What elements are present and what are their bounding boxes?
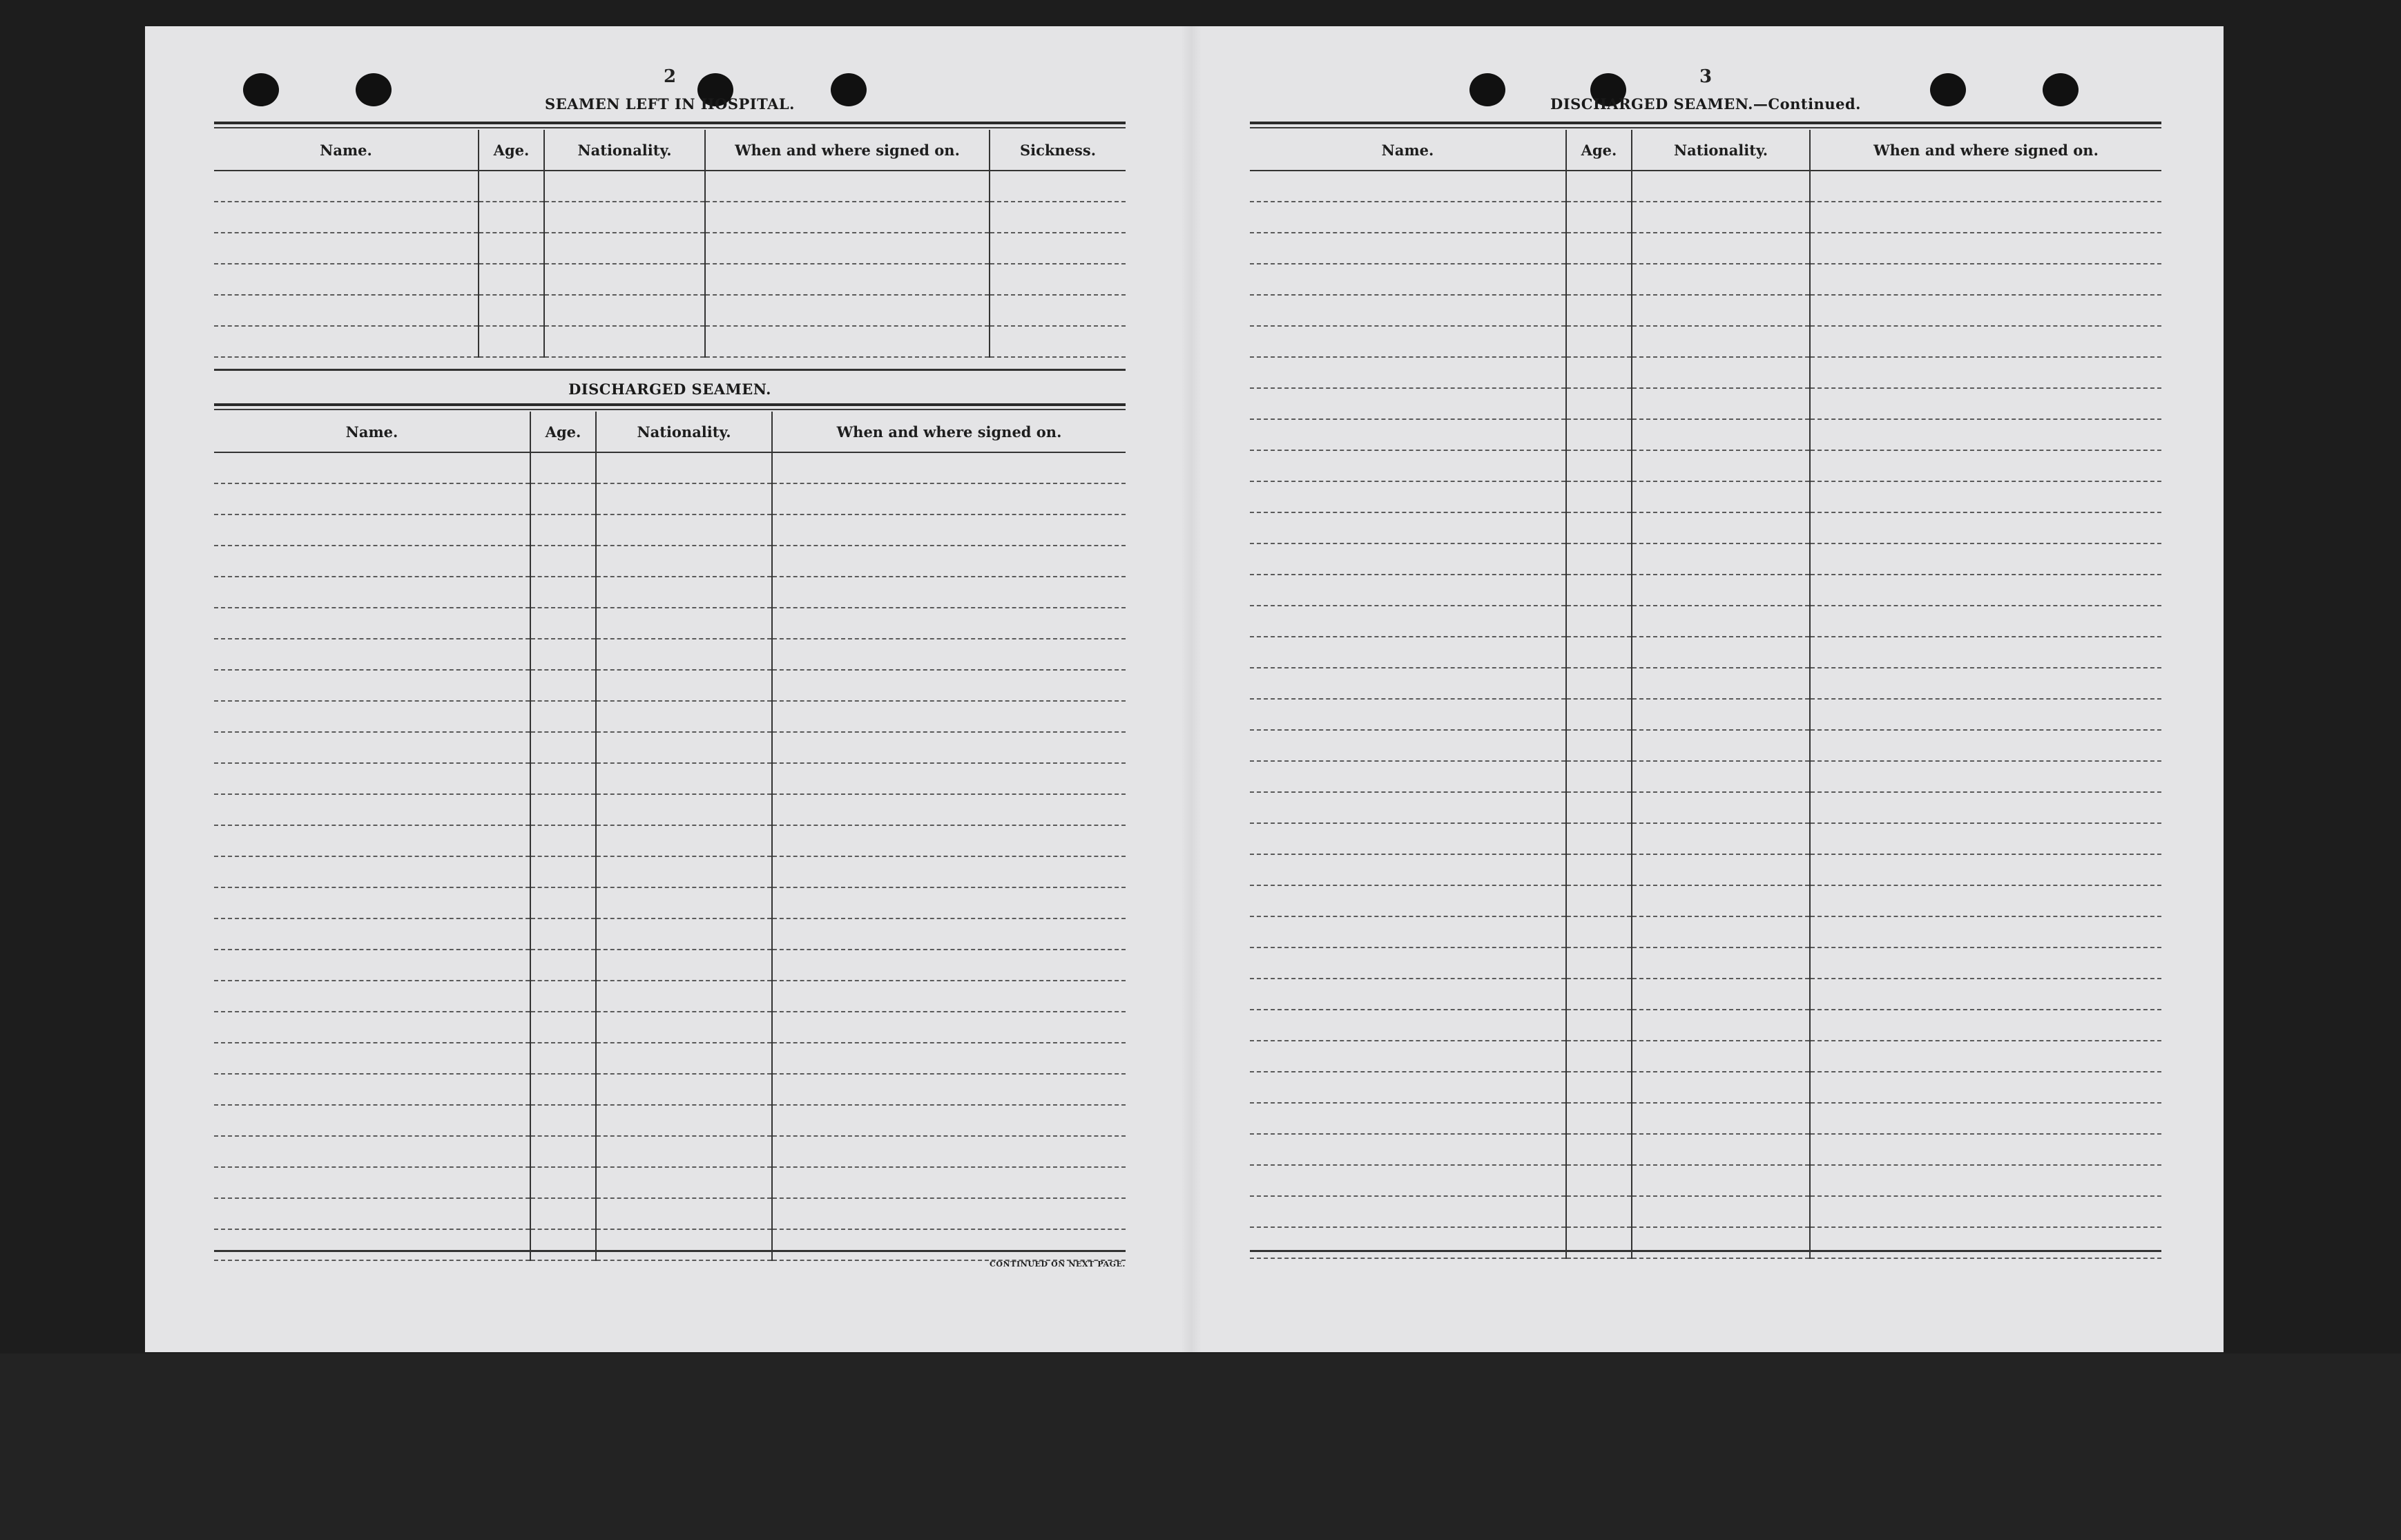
rule <box>214 409 1126 410</box>
table-row <box>214 171 1126 202</box>
column-header-age: Age. <box>1566 130 1632 171</box>
table-row <box>1250 854 2161 885</box>
table-row <box>214 639 1126 670</box>
rule <box>1250 122 2161 124</box>
table-row <box>1250 1041 2161 1072</box>
table-row <box>1250 171 2161 202</box>
table-row <box>1250 699 2161 730</box>
column-header-sickness: Sickness. <box>990 130 1126 171</box>
column-header-name: Name. <box>1250 130 1566 171</box>
hospital-section-title: SEAMEN LEFT IN HOSPITAL. <box>545 95 795 113</box>
column-header-signed-on: When and where signed on. <box>1810 130 2161 171</box>
table-row <box>1250 1103 2161 1134</box>
table-row <box>214 1229 1126 1260</box>
table-row <box>214 670 1126 701</box>
table-row <box>214 732 1126 763</box>
table-row <box>214 1105 1126 1136</box>
table-row <box>214 1012 1126 1043</box>
table-row <box>214 794 1126 825</box>
rule <box>214 369 1126 371</box>
table-row <box>1250 481 2161 512</box>
table-row <box>1250 1196 2161 1227</box>
table-row <box>214 1043 1126 1074</box>
table-row <box>1250 1010 2161 1041</box>
rule <box>214 1250 1126 1252</box>
table-row <box>214 763 1126 794</box>
table-row <box>1250 1134 2161 1165</box>
column-header-signed-on: When and where signed on. <box>705 130 990 171</box>
discharged-continued-table <box>1250 130 2161 1259</box>
table-row <box>1250 543 2161 575</box>
table-row <box>214 608 1126 639</box>
table-row <box>214 202 1126 233</box>
table-row <box>214 264 1126 295</box>
table-row <box>1250 606 2161 637</box>
table-row <box>214 918 1126 950</box>
rule <box>214 403 1126 406</box>
table-row <box>1250 357 2161 388</box>
table-row <box>214 1074 1126 1105</box>
table-row <box>1250 326 2161 357</box>
center-fold <box>1181 26 1202 1352</box>
table-row <box>1250 730 2161 761</box>
left-page <box>214 26 1126 1352</box>
rule <box>214 122 1126 124</box>
table-row <box>1250 450 2161 481</box>
table-row <box>214 887 1126 918</box>
table-row <box>1250 419 2161 450</box>
table-row <box>1250 264 2161 295</box>
table-row <box>1250 668 2161 699</box>
column-header-nationality: Nationality. <box>544 130 705 171</box>
table-row <box>214 295 1126 326</box>
table-row <box>1250 1227 2161 1258</box>
continued-note: CONTINUED ON NEXT PAGE. <box>990 1260 1126 1269</box>
table-row <box>1250 823 2161 854</box>
table-row <box>1250 885 2161 916</box>
table-row <box>1250 792 2161 823</box>
table-row <box>214 326 1126 357</box>
table-row <box>214 1167 1126 1198</box>
column-header-age: Age. <box>530 412 596 452</box>
column-header-name: Name. <box>214 130 479 171</box>
column-header-nationality: Nationality. <box>596 412 772 452</box>
scan-background <box>0 1354 2401 1540</box>
table-row <box>214 856 1126 887</box>
rule <box>214 127 1126 128</box>
table-row <box>1250 916 2161 947</box>
rule <box>1250 127 2161 128</box>
table-row <box>214 981 1126 1012</box>
column-header-name: Name. <box>214 412 530 452</box>
table-row <box>214 701 1126 732</box>
table-row <box>1250 1165 2161 1196</box>
table-row <box>1250 575 2161 606</box>
table-row <box>1250 233 2161 264</box>
table-row <box>214 1136 1126 1167</box>
table-row <box>1250 947 2161 979</box>
table-row <box>214 577 1126 608</box>
table-row <box>1250 637 2161 668</box>
table-row <box>214 1198 1126 1229</box>
hospital-table <box>214 130 1126 358</box>
ledger-sheet <box>145 26 2224 1352</box>
column-header-age: Age. <box>479 130 544 171</box>
discharged-continued-title: DISCHARGED SEAMEN.—Continued. <box>1550 95 1861 113</box>
page-number: 2 <box>663 66 677 87</box>
table-row <box>214 483 1126 514</box>
table-row <box>1250 979 2161 1010</box>
table-row <box>1250 512 2161 543</box>
table-row <box>214 514 1126 546</box>
table-row <box>214 950 1126 981</box>
column-header-signed-on: When and where signed on. <box>772 412 1126 452</box>
table-row <box>1250 388 2161 419</box>
table-row <box>1250 295 2161 326</box>
table-row <box>214 825 1126 856</box>
table-row <box>214 546 1126 577</box>
page-number: 3 <box>1699 66 1713 87</box>
rule <box>1250 1250 2161 1252</box>
discharged-table <box>214 412 1126 1261</box>
right-page <box>1250 26 2161 1352</box>
table-row <box>1250 761 2161 792</box>
table-row <box>214 233 1126 264</box>
table-row <box>214 452 1126 483</box>
column-header-nationality: Nationality. <box>1632 130 1810 171</box>
table-row <box>1250 1072 2161 1103</box>
table-row <box>1250 202 2161 233</box>
discharged-section-title: DISCHARGED SEAMEN. <box>568 381 771 398</box>
